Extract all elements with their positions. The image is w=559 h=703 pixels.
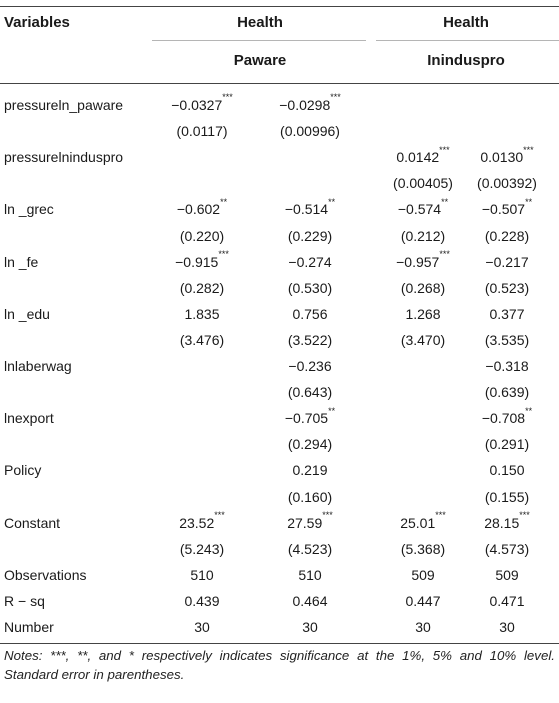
variable-label: Constant — [4, 514, 61, 531]
value-cell: −0.0327*** — [171, 92, 233, 113]
table-row — [0, 223, 559, 249]
variables-header: Variables — [4, 14, 70, 31]
variable-label: Policy — [4, 462, 42, 479]
table-row — [0, 92, 559, 118]
group1-underline — [152, 40, 366, 41]
value-cell: 509 — [495, 566, 519, 583]
sub-header-paware: Paware — [233, 52, 287, 69]
value-cell: −0.217 — [485, 253, 529, 270]
value-cell: 0.150 — [489, 462, 525, 479]
variable-label: lnlaberwag — [4, 358, 72, 374]
value-cell: (0.160) — [287, 488, 333, 505]
value-cell: (0.643) — [287, 384, 333, 401]
value-cell: −0.602** — [176, 196, 228, 218]
table-row — [0, 562, 559, 588]
table-row — [0, 144, 559, 170]
value-cell: −0.0298*** — [279, 92, 341, 113]
variable-label: pressureln_paware — [4, 97, 124, 113]
table-row — [0, 353, 559, 379]
value-cell: 509 — [411, 566, 435, 583]
value-cell: 27.59*** — [287, 509, 333, 531]
table-row — [0, 588, 559, 614]
value-cell: (3.522) — [287, 331, 333, 348]
value-cell: −0.915*** — [175, 248, 229, 270]
value-cell: (0.291) — [484, 436, 530, 453]
value-cell: (0.00996) — [280, 123, 340, 140]
value-cell: 25.01*** — [400, 509, 446, 531]
value-cell: (0.530) — [287, 279, 333, 296]
value-cell: −0.708** — [481, 405, 533, 427]
value-cell: 510 — [298, 566, 322, 583]
table-row — [0, 327, 559, 353]
value-cell: 0.756 — [292, 305, 328, 322]
value-cell: (0.229) — [287, 227, 333, 244]
value-cell: (4.573) — [484, 540, 530, 557]
table-row — [0, 431, 559, 457]
value-cell: 0.447 — [405, 592, 441, 609]
value-cell: (0.0117) — [176, 123, 228, 140]
value-cell: 0.377 — [489, 305, 525, 322]
table-row — [0, 301, 559, 327]
value-cell: (3.476) — [179, 331, 225, 348]
value-cell: (0.294) — [287, 436, 333, 453]
value-cell: 0.0130*** — [480, 144, 534, 166]
value-cell: −0.705** — [284, 405, 336, 427]
value-cell: (3.470) — [400, 331, 446, 348]
variable-label: R − sq — [4, 592, 45, 609]
variable-label: ln _fe — [4, 253, 39, 270]
table-row — [0, 405, 559, 431]
value-cell: −0.957*** — [396, 248, 450, 270]
sub-header-inindus: Ininduspro — [427, 52, 505, 69]
value-cell: (0.523) — [484, 279, 530, 296]
table-row — [0, 614, 559, 640]
header-rule — [0, 83, 559, 84]
table-row — [0, 170, 559, 196]
value-cell: (0.268) — [400, 279, 446, 296]
value-cell: −0.318 — [485, 358, 529, 374]
value-cell: (4.523) — [287, 540, 333, 557]
group2-underline — [376, 40, 559, 41]
table-row — [0, 510, 559, 536]
value-cell: 28.15*** — [484, 509, 530, 531]
group-health-2-header: Health — [443, 14, 489, 31]
value-cell: 30 — [499, 619, 515, 635]
table-row — [0, 275, 559, 301]
value-cell: −0.514** — [284, 196, 336, 218]
value-cell: 510 — [190, 566, 214, 583]
top-rule — [0, 6, 559, 7]
value-cell: 30 — [415, 619, 431, 635]
value-cell: (5.368) — [400, 540, 446, 557]
value-cell: 30 — [302, 619, 318, 635]
value-cell: (0.639) — [484, 384, 530, 401]
variable-label: ln _grec — [4, 201, 54, 218]
table-row — [0, 536, 559, 562]
variable-label: lnexport — [4, 410, 54, 427]
value-cell: (0.220) — [179, 227, 225, 244]
table-notes: Notes: ***, **, and * respectively indicates significance at the 1%, 5% and 10% level. Standard error in parentheses. — [4, 648, 555, 682]
table-row — [0, 118, 559, 144]
value-cell: 0.0142*** — [396, 144, 450, 166]
value-cell: (3.535) — [484, 331, 530, 348]
value-cell: (0.00392) — [477, 175, 537, 192]
table-row — [0, 379, 559, 405]
value-cell: 1.268 — [405, 305, 441, 322]
value-cell: −0.574** — [397, 196, 449, 218]
value-cell: (0.00405) — [393, 175, 453, 192]
value-cell: 1.835 — [184, 305, 220, 322]
value-cell: (0.155) — [484, 488, 530, 505]
bottom-rule — [0, 643, 559, 644]
value-cell: −0.236 — [288, 358, 332, 374]
value-cell: −0.507** — [481, 196, 533, 218]
value-cell: (0.212) — [400, 227, 446, 244]
table-row — [0, 196, 559, 222]
value-cell: 30 — [194, 619, 210, 635]
value-cell: 0.439 — [184, 592, 220, 609]
value-cell: 23.52*** — [179, 509, 225, 531]
value-cell: (5.243) — [179, 540, 225, 557]
value-cell: 0.219 — [292, 462, 328, 479]
value-cell: (0.228) — [484, 227, 530, 244]
value-cell: (0.282) — [179, 279, 225, 296]
table-row — [0, 457, 559, 483]
group-health-1-header: Health — [237, 14, 283, 31]
value-cell: 0.464 — [292, 592, 328, 609]
variable-label: Observations — [4, 566, 87, 583]
variable-label: ln _edu — [4, 305, 50, 322]
variable-label: Number — [4, 619, 54, 635]
table-row — [0, 484, 559, 510]
value-cell: −0.274 — [288, 253, 332, 270]
variable-label: pressurelninduspro — [4, 149, 124, 166]
table-row — [0, 249, 559, 275]
value-cell: 0.471 — [489, 592, 525, 609]
